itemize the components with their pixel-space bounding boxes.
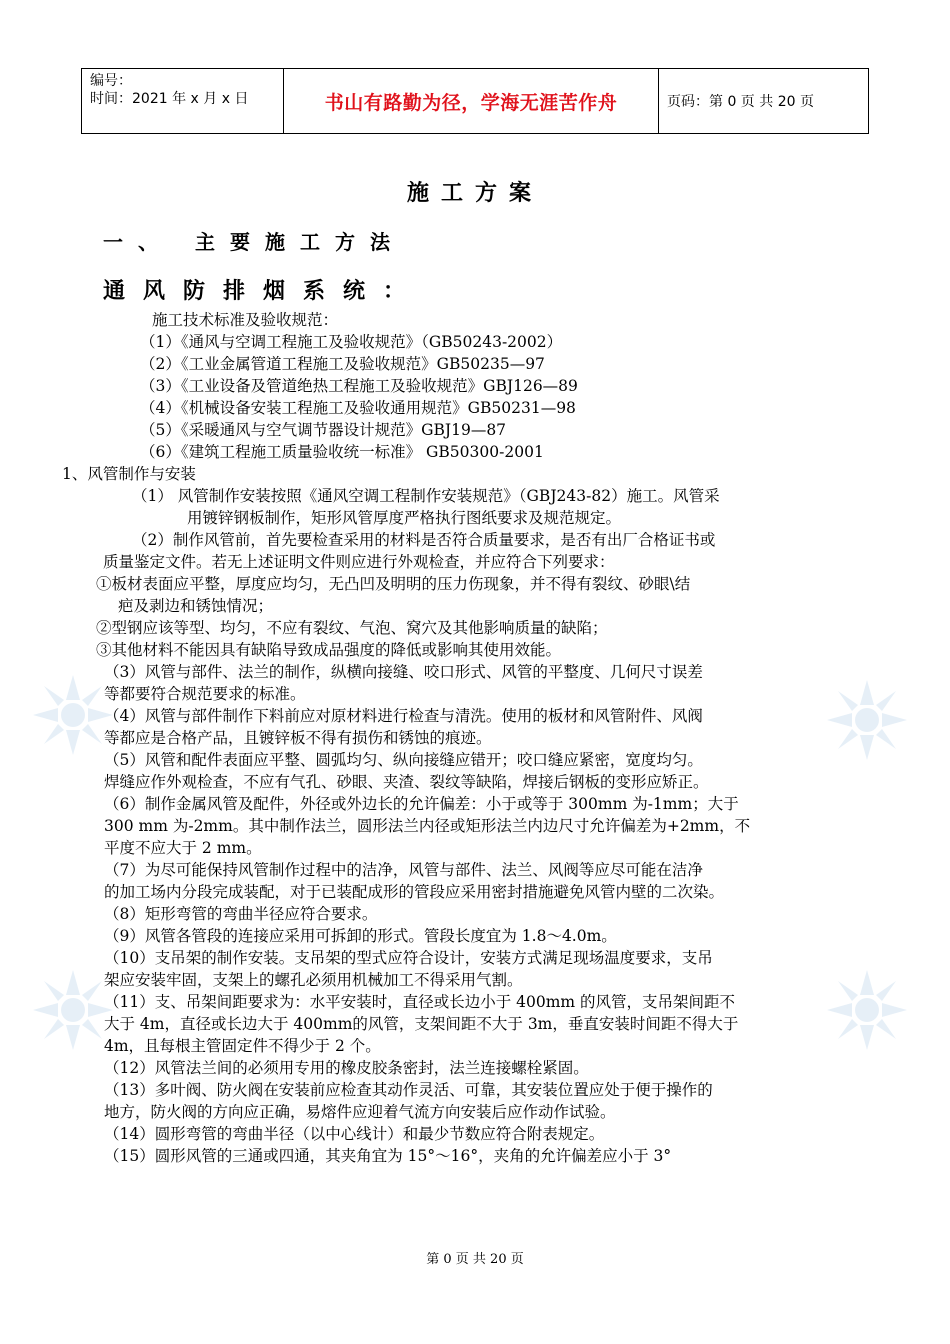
text-line: （1） 风管制作安装按照《通风空调工程制作安装规范》（GBJ243-82）施工。风管采 <box>132 487 720 505</box>
text-line: 平度不应大于 2 mm。 <box>104 839 262 857</box>
text-line: （14）圆形弯管的弯曲半径（以中心线计）和最少节数应符合附表规定。 <box>104 1125 605 1143</box>
text-line: ③其他材料不能因具有缺陷导致成品强度的降低或影响其使用效能。 <box>96 641 562 659</box>
page-footer: 第 0 页 共 20 页 <box>426 1252 524 1267</box>
text-line: （13）多叶阀、防火阀在安装前应检查其动作灵活、可靠，其安装位置应处于便于操作的 <box>104 1081 713 1099</box>
text-line: （15）圆形风管的三通或四通，其夹角宜为 15°～16°，夹角的允许偏差应小于 3° <box>104 1147 672 1165</box>
text-line: 质量鉴定文件。若无上述证明文件则应进行外观检查，并应符合下列要求： <box>103 553 615 571</box>
text-line: （12）风管法兰间的必须用专用的橡皮胶条密封，法兰连接螺栓紧固。 <box>104 1059 589 1077</box>
text-line: （7）为尽可能保持风管制作过程中的洁净，风管与部件、法兰、风阀等应尽可能在洁净 <box>104 861 703 879</box>
header-motto: 书山有路勤为径，学海无涯苦作舟 <box>284 69 659 133</box>
text-line: 大于 4m，直径或长边大于 400mm的风管，支架间距不大于 3m，垂直安装时间距不得大于 <box>104 1015 739 1033</box>
text-line: 架应安装牢固，支架上的螺孔必须用机械加工不得采用气割。 <box>104 971 523 989</box>
text-line: 施工技术标准及验收规范： <box>152 311 339 329</box>
text-line: （3）风管与部件、法兰的制作，纵横向接缝、咬口形式、风管的平整度、几何尺寸误差 <box>104 663 703 681</box>
header-left-cell <box>82 69 284 133</box>
text-line: （4）《机械设备安装工程施工及验收通用规范》GB50231—98 <box>140 399 576 417</box>
text-line: （5）风管和配件表面应平整、圆弧均匀、纵向接缝应错开；咬口缝应紧密，宽度均匀。 <box>104 751 703 769</box>
text-line: 的加工场内分段完成装配，对于已装配成形的管段应采用密封措施避免风管内壁的二次染。 <box>104 883 725 901</box>
section-heading-2: 通风防排烟系统： <box>103 279 424 304</box>
text-line: 等都应是合格产品，且镀锌板不得有损伤和锈蚀的痕迹。 <box>104 729 492 747</box>
text-line: （6）制作金属风管及配件，外径或外边长的允许偏差：小于或等于 300mm 为-1mm；大于 <box>104 795 739 813</box>
text-line: （9）风管各管段的连接应采用可拆卸的形式。管段长度宜为 1.8～4.0m。 <box>104 927 617 945</box>
text-line: ①板材表面应平整，厚度应均匀，无凸凹及明明的压力伤现象，并不得有裂纹、砂眼\结 <box>96 575 691 593</box>
section-heading-1: 一、 主要施工方法 <box>103 230 405 254</box>
text-line: 4m，且每根主管固定件不得少于 2 个。 <box>104 1037 381 1055</box>
text-line: （5）《采暖通风与空气调节器设计规范》GBJ19—87 <box>140 421 507 439</box>
text-line: 1、风管制作与安装 <box>62 465 196 483</box>
doc-time-label: 时间：2021 年 x 月 x 日 <box>90 91 249 107</box>
text-line: （11）支、吊架间距要求为：水平安装时，直径或长边小于 400mm 的风管，支吊架间距不 <box>104 993 736 1011</box>
text-line: 用镀锌钢板制作，矩形风管厚度严格执行图纸要求及规范规定。 <box>187 509 622 527</box>
text-line: （6）《建筑工程施工质量验收统一标准》 GB50300-2001 <box>140 443 544 461</box>
snowflake-icon <box>822 965 912 1055</box>
text-line: 疤及剥边和锈蚀情况； <box>118 597 274 615</box>
header-page-info: 页码：第 0 页 共 20 页 <box>667 94 814 110</box>
text-line: 焊缝应作外观检查，不应有气孔、砂眼、夹渣、裂纹等缺陷，焊接后钢板的变形应矫正。 <box>104 773 709 791</box>
text-line: （4）风管与部件制作下料前应对原材料进行检查与清洗。使用的板材和风管附件、风阀 <box>104 707 703 725</box>
text-line: 300 mm 为-2mm。其中制作法兰，圆形法兰内径或矩形法兰内边尺寸允许偏差为+2mm，不 <box>104 817 751 835</box>
snowflake-icon <box>822 675 912 765</box>
header-box <box>81 68 869 134</box>
text-line: ②型钢应该等型、均匀，不应有裂纹、气泡、窝穴及其他影响质量的缺陷； <box>96 619 608 637</box>
text-line: （2）制作风管前，首先要检查采用的材料是否符合质量要求，是否有出厂合格证书或 <box>132 531 716 549</box>
text-line: （2）《工业金属管道工程施工及验收规范》GB50235—97 <box>140 355 545 373</box>
text-line: （1）《通风与空调工程施工及验收规范》（GB50243-2002） <box>140 333 563 351</box>
text-line: （10）支吊架的制作安装。支吊架的型式应符合设计，安装方式满足现场温度要求，支吊 <box>104 949 713 967</box>
text-line: 等都要符合规范要求的标准。 <box>104 685 306 703</box>
text-line: 地方，防火阀的方向应正确，易熔件应迎着气流方向安装后应作动作试验。 <box>104 1103 616 1121</box>
text-line: （8）矩形弯管的弯曲半径应符合要求。 <box>104 905 378 923</box>
page-title: 施工方案 <box>406 181 543 206</box>
text-line: （3）《工业设备及管道绝热工程施工及验收规范》GBJ126—89 <box>140 377 578 395</box>
doc-number-label: 编号： <box>90 73 132 89</box>
